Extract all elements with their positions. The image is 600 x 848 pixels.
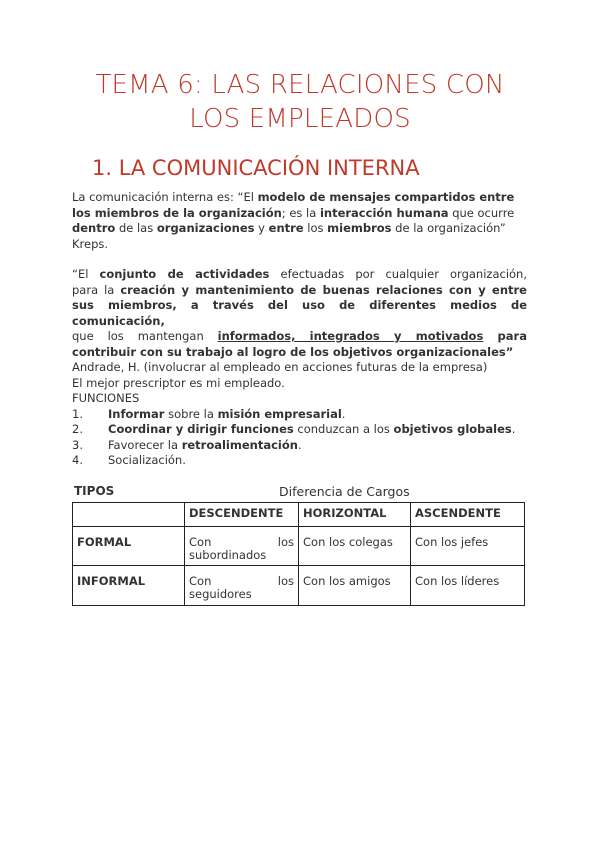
table-cell: Con los amigos [299, 566, 411, 606]
list-item: 3. Favorecer la retroalimentación. [72, 437, 302, 452]
title-line-1: TEMA 6: LAS RELACIONES CON [95, 70, 505, 100]
list-item: 1. Informar sobre la misión empresarial. [72, 406, 346, 421]
paragraph-quote: “El conjunto de actividades efectuadas por cualquier organización, para la creación y mantenimiento de buenas relaciones con y entre sus miembros, a través del uso de diferentes medios de comunicación, que los mantengan informados, integrados y motivados para contribuir con su trabajo al logro de los objetivos organizacionales” Andrade, H. (involucrar al empleado en acciones futuras de la empresa) El mejor prescriptor es mi empleado. [72, 267, 527, 390]
table-header-descendente: DESCENDENTE [185, 503, 299, 527]
communication-types-table [72, 502, 525, 606]
page-title [40, 68, 560, 136]
list-item: 4. Socialización. [72, 453, 186, 467]
table-cell: Con los colegas [299, 527, 411, 566]
table-header-horizontal: HORIZONTAL [299, 503, 411, 527]
table-header-row [73, 503, 525, 527]
title-line-2: LOS EMPLEADOS [189, 104, 411, 134]
table-cell: FORMAL [73, 527, 185, 566]
cargos-label: Diferencia de Cargos [279, 484, 410, 499]
paragraph-definition: La comunicación interna es: “El modelo de mensajes compartidos entre los miembros de la organización; es la interacción humana que ocurre dentro de las organizaciones y entre los miembros de la organización” Kreps. [72, 190, 515, 251]
tipos-label: TIPOS [74, 484, 115, 498]
table-cell: Con los subordinados [185, 527, 299, 566]
table-cell: Con los jefes [411, 527, 525, 566]
list-item: 2. Coordinar y dirigir funciones conduzcan a los objetivos globales. [72, 422, 516, 436]
table-cell: INFORMAL [73, 566, 185, 606]
table-header-ascendente: ASCENDENTE [411, 503, 525, 527]
table-cell: Con los seguidores [185, 566, 299, 606]
table-row [73, 566, 525, 606]
table-row [73, 527, 525, 566]
funciones-heading: FUNCIONES [72, 391, 140, 405]
section-heading: 1. LA COMUNICACIÓN INTERNA [92, 156, 420, 180]
table-cell: Con los líderes [411, 566, 525, 606]
funciones-list [72, 391, 542, 469]
table-header-empty [73, 503, 185, 527]
